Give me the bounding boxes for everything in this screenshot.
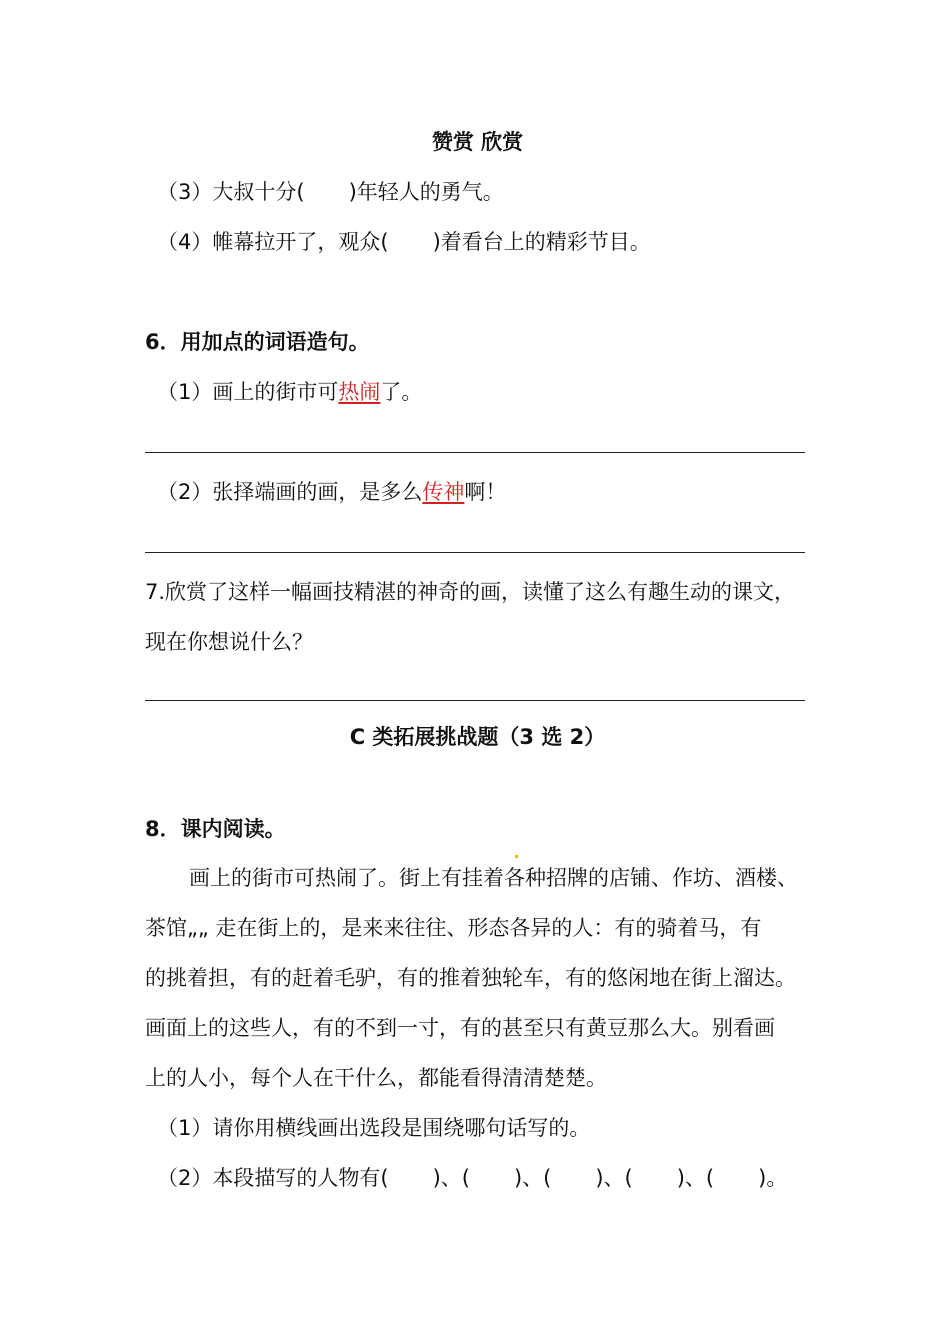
blank-separator: )、(	[595, 1166, 633, 1190]
question-3-text-after: )年轻人的勇气。	[348, 180, 504, 204]
sub-2-text-before: （2）本段描写的人物有(	[157, 1166, 389, 1190]
section-c-title: C 类拓展挑战题（3 选 2）	[349, 725, 606, 749]
passage-line: 的挑着担，有的赶着毛驴，有的推着独轮车，有的悠闲地在街上溜达。	[145, 966, 796, 990]
sub-2-text-end: )。	[758, 1166, 788, 1190]
highlighted-word: 传神	[422, 480, 465, 504]
question-6-item-1	[157, 377, 422, 407]
answer-line[interactable]	[145, 452, 805, 453]
blank-separator: )、(	[513, 1166, 552, 1190]
item-2-text-after: 啊！	[464, 480, 507, 504]
question-4-text-after: )着看台上的精彩节目。	[432, 230, 651, 254]
question-6-title: 6．用加点的词语造句。	[145, 330, 370, 354]
question-7-line-1: 7.欣赏了这样一幅画技精湛的神奇的画，读懂了这么有趣生动的课文，	[145, 580, 796, 604]
blank-separator: )、(	[432, 1166, 470, 1190]
item-1-text-after: 了。	[380, 380, 423, 404]
question-4-text-before: （4）帷幕拉开了，观众(	[157, 230, 389, 254]
blank-separator: )、(	[676, 1166, 715, 1190]
passage-line: 画上的街市可热闹了。街上有挂着各种招牌的店铺、作坊、酒楼、	[189, 866, 798, 890]
question-6-item-2	[157, 477, 506, 507]
question-3	[157, 177, 504, 207]
question-8-sub-1: （1）请你用横线画出选段是围绕哪句话写的。	[157, 1116, 591, 1140]
word-pair-heading: 赞赏 欣赏	[431, 130, 524, 154]
question-4	[157, 227, 651, 257]
question-3-text-before: （3）大叔十分(	[157, 180, 305, 204]
passage-line: 茶馆„„ 走在街上的，是来来往往、形态各异的人：有的骑着马，有	[145, 916, 762, 940]
item-2-text-before: （2）张择端画的画，是多么	[157, 480, 423, 504]
passage-line: 画面上的这些人，有的不到一寸，有的甚至只有黄豆那么大。别看画	[145, 1016, 775, 1040]
question-8-sub-2	[157, 1163, 787, 1193]
answer-line[interactable]	[145, 700, 805, 701]
answer-line[interactable]	[145, 552, 805, 553]
highlighted-word: 热闹	[338, 380, 381, 404]
stray-mark	[515, 855, 518, 858]
question-8-title: 8．课内阅读。	[145, 817, 286, 841]
item-1-text-before: （1）画上的街市可	[157, 380, 339, 404]
passage-line: 上的人小，每个人在干什么，都能看得清清楚楚。	[145, 1066, 607, 1090]
question-7-line-2: 现在你想说什么？	[145, 630, 313, 654]
